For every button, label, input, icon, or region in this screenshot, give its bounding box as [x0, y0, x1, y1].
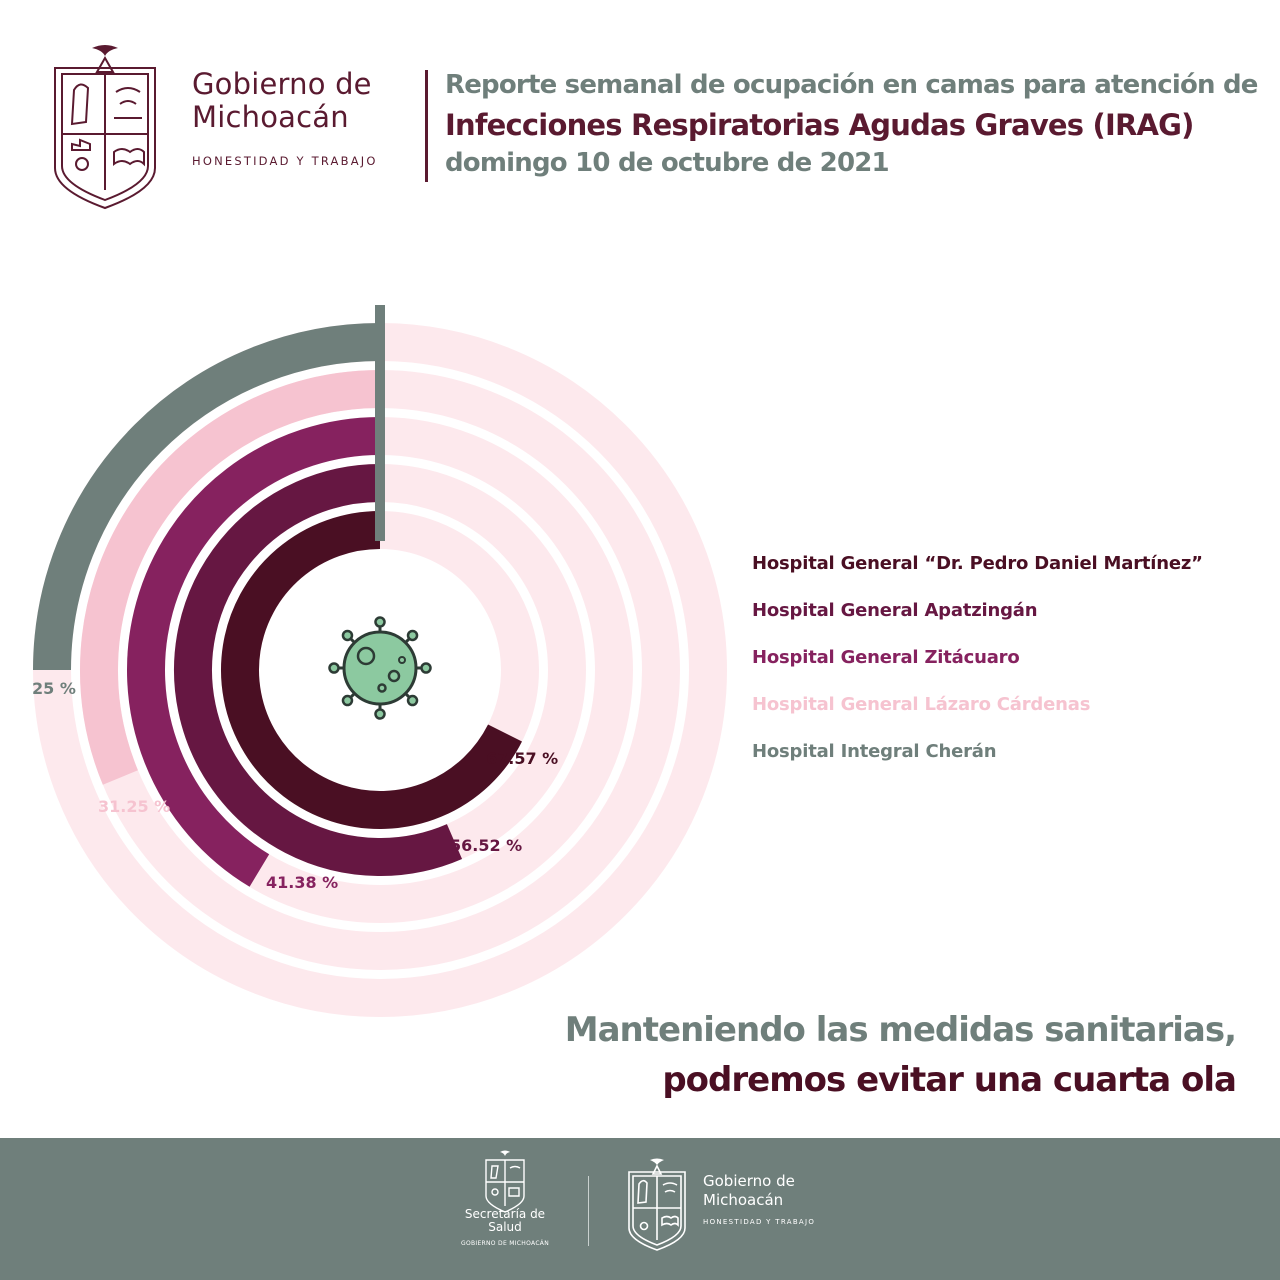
- zero-axis-line: [375, 305, 385, 541]
- legend-item-3: Hospital General Zitácuaro: [752, 647, 1020, 668]
- coat-of-arms-logo: [50, 40, 160, 212]
- salud-label: Secretaría de Salud: [464, 1207, 546, 1234]
- legend-item-2: Hospital General Apatzingán: [752, 600, 1038, 621]
- report-heading-line1: Reporte semanal de ocupación en camas para atención de: [445, 70, 1258, 100]
- salud-logo: [484, 1148, 526, 1214]
- radial-bar-chart: [0, 290, 760, 1030]
- chart-legend: [752, 550, 1262, 785]
- brand-motto: HONESTIDAD Y TRABAJO: [192, 154, 378, 168]
- footer-divider: [588, 1176, 589, 1246]
- legend-item-1: Hospital General “Dr. Pedro Daniel Martínez”: [752, 553, 1203, 574]
- data-label-2: 56.52 %: [450, 836, 523, 855]
- header-divider: [425, 70, 428, 182]
- data-label-1: 67.57 %: [486, 749, 559, 768]
- slogan-line1: Manteniendo las medidas sanitarias,: [564, 1010, 1236, 1050]
- data-label-4: 31.25 %: [98, 797, 171, 816]
- report-heading-line2: Infecciones Respiratorias Agudas Graves (IRAG): [445, 108, 1194, 142]
- brand-title: Gobierno de Michoacán: [192, 67, 372, 134]
- slogan-line2: podremos evitar una cuarta ola: [662, 1060, 1236, 1100]
- report-date: domingo 10 de octubre de 2021: [445, 148, 889, 178]
- legend-item-5: Hospital Integral Cherán: [752, 741, 997, 762]
- salud-sublabel: GOBIERNO DE MICHOACÁN: [461, 1240, 549, 1247]
- footer-brand-motto: HONESTIDAD Y TRABAJO: [703, 1218, 816, 1226]
- footer-coat-of-arms-logo: [626, 1156, 688, 1252]
- legend-item-4: Hospital General Lázaro Cárdenas: [752, 694, 1091, 715]
- data-label-3: 41.38 %: [266, 873, 339, 892]
- footer-brand-title: Gobierno de Michoacán: [703, 1172, 795, 1209]
- virus-icon: [330, 618, 431, 719]
- data-label-5: 25 %: [32, 679, 76, 698]
